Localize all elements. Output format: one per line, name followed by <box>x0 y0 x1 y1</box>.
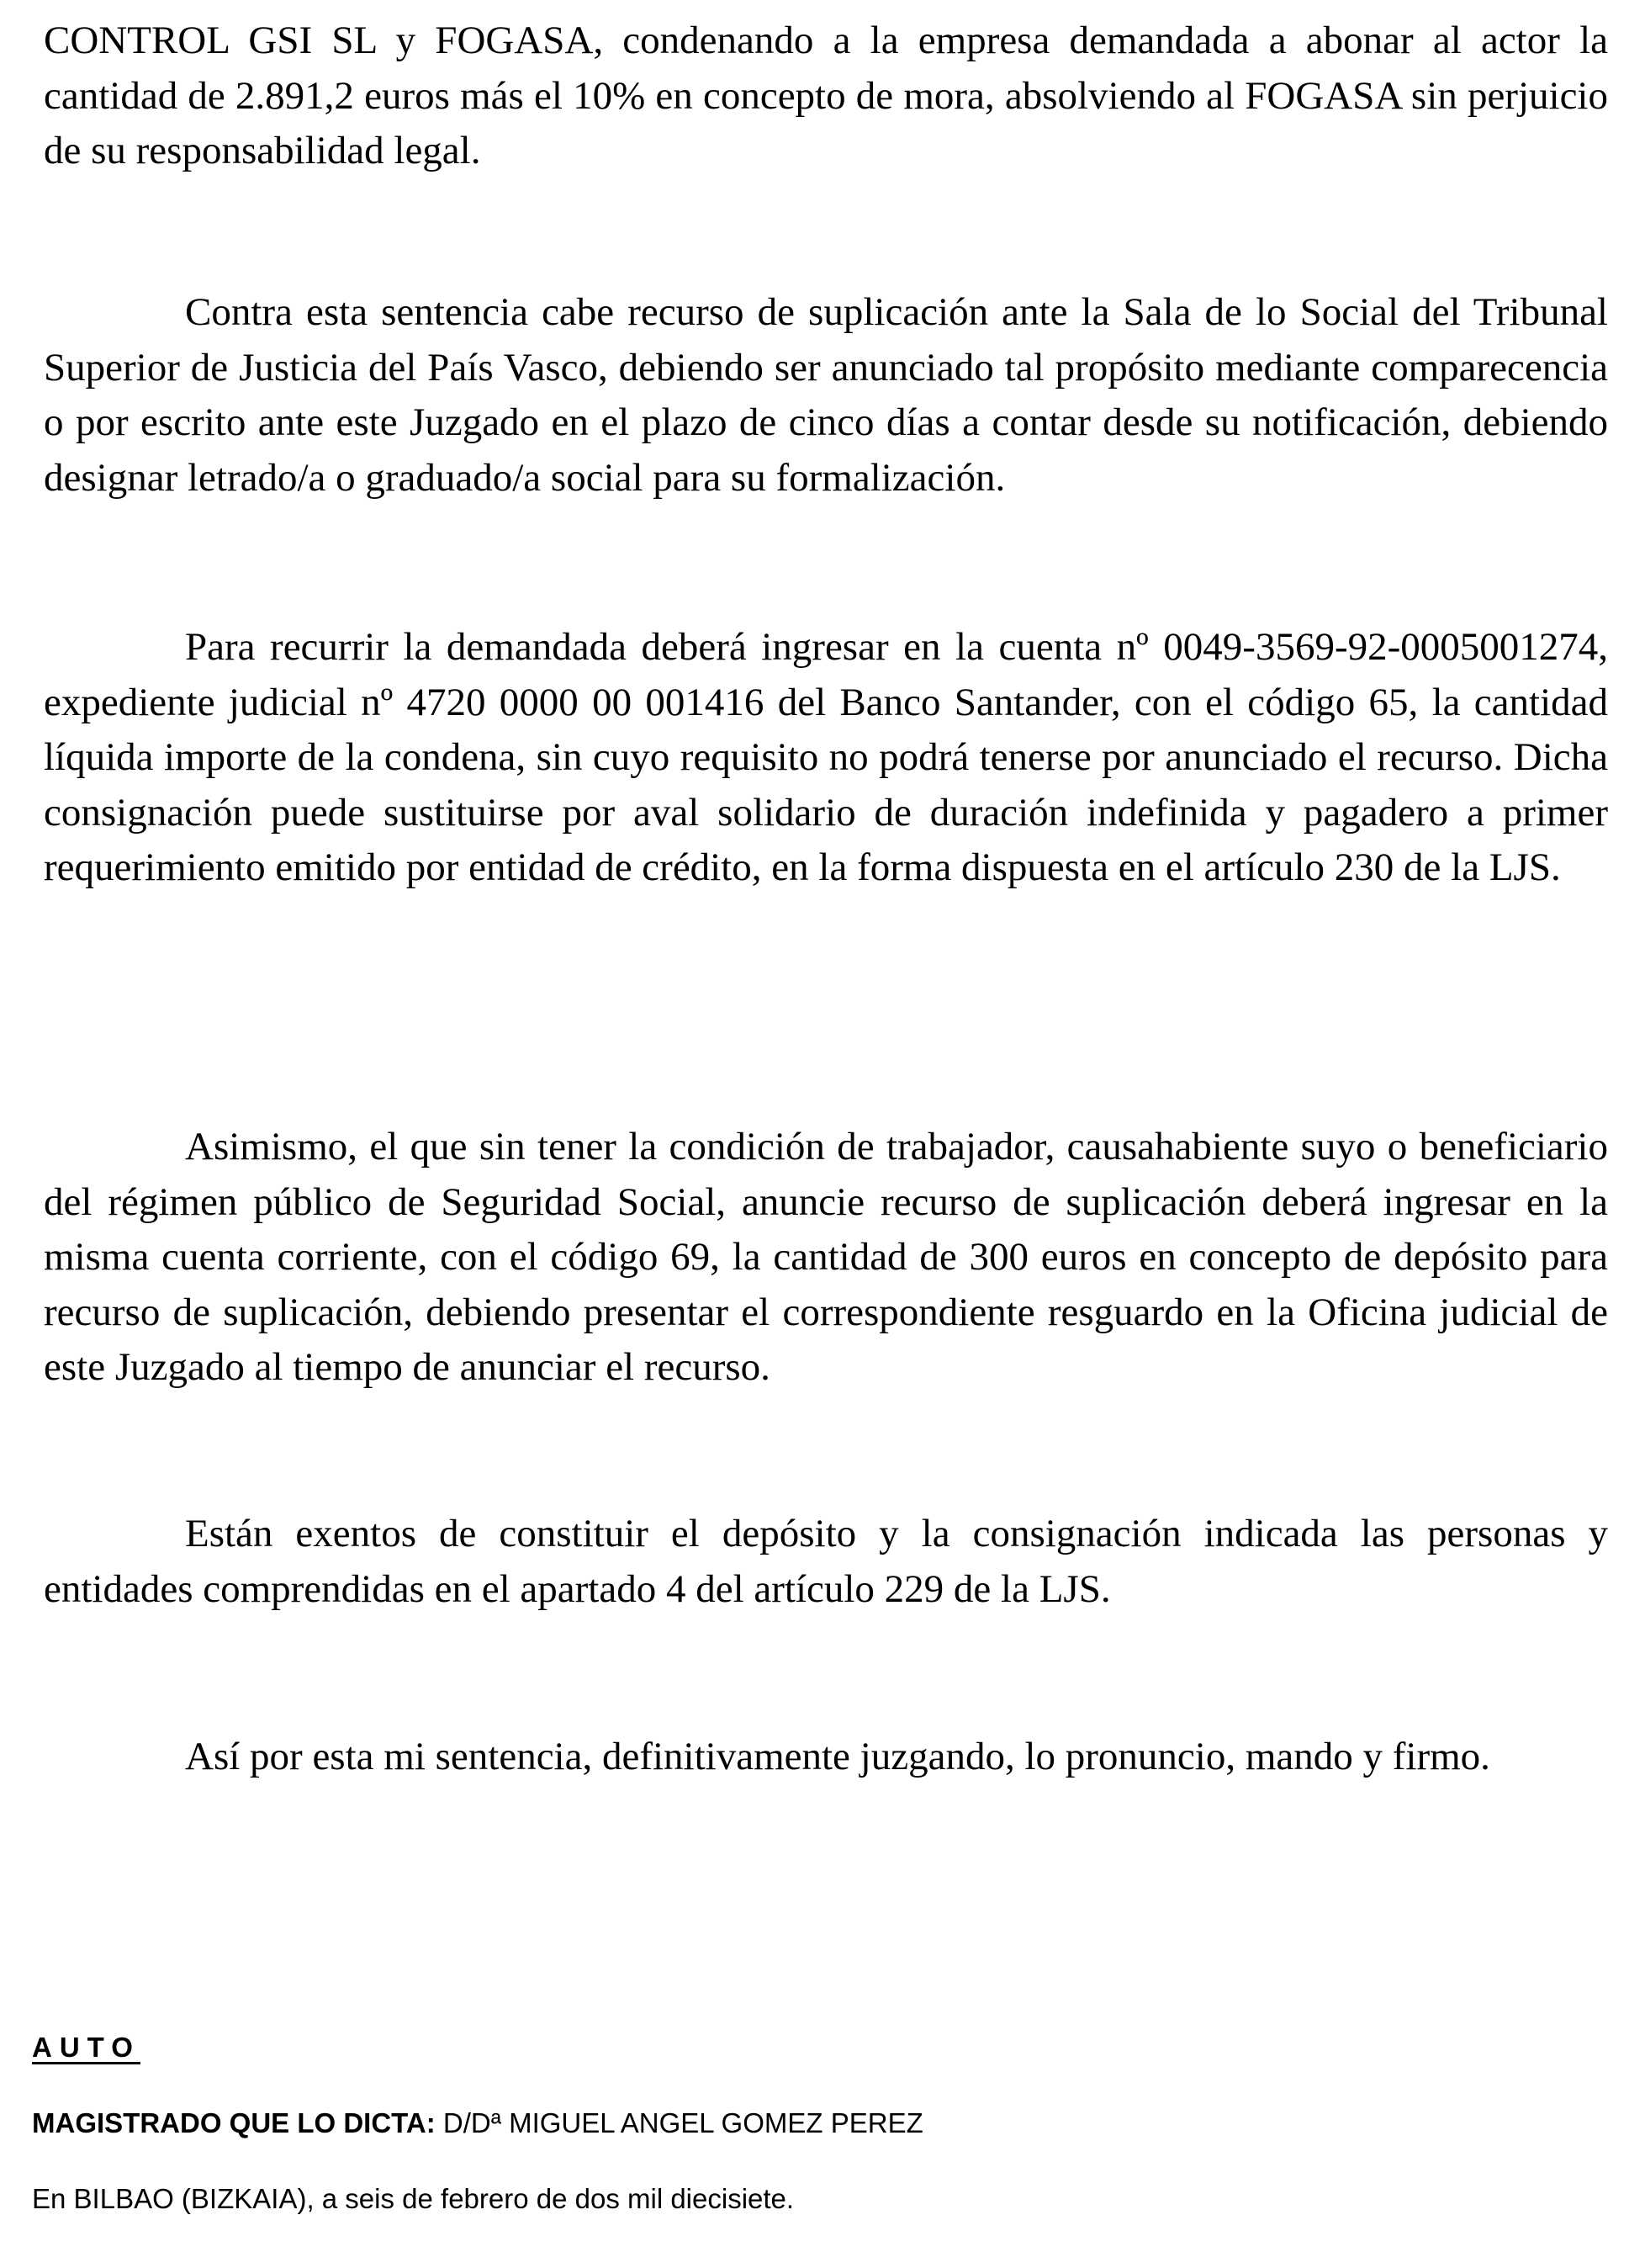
paragraph-exentos: Están exentos de constituir el depósito y la consignación indicada las personas y entidades comprendidas en el apartado 4 del artículo 229 de la LJS. <box>44 1512 1608 1611</box>
magistrado-line <box>32 2107 923 2139</box>
paragraph-deposito: Asimismo, el que sin tener la condición de trabajador, causahabiente suyo o beneficiario del régimen público de Seguridad Social, anuncie recurso de suplicación deberá ingresar en la misma cuenta corriente, con el código 69, la cantidad de 300 euros en concepto de depósito para recurso de suplicación, debiendo presentar el correspondiente resguardo en la Oficina judicial de este Juzgado al tiempo de anunciar el recurso. <box>44 1125 1608 1389</box>
paragraph-consignacion: Para recurrir la demandada deberá ingresar en la cuenta nº 0049-3569-92-0005001274, expediente judicial nº 4720 0000 00 001416 del Banco Santander, con el código 65, la cantidad líquida importe de la condena, sin cuyo requisito no podrá tenerse por anunciado el recurso. Dicha consignación puede sustituirse por aval solidario de duración indefinida y pagadero a primer requerimiento emitido por entidad de crédito, en la forma dispuesta en el artículo 230 de la LJS. <box>44 625 1608 889</box>
paragraph-condena: CONTROL GSI SL y FOGASA, condenando a la empresa demandada a abonar al actor la cantidad de 2.891,2 euros más el 10% en concepto de mora, absolviendo al FOGASA sin perjuicio de su responsabilidad legal. <box>44 19 1608 172</box>
magistrado-label: MAGISTRADO QUE LO DICTA: <box>32 2107 436 2138</box>
paragraph-recurso-suplicacion: Contra esta sentencia cabe recurso de suplicación ante la Sala de lo Social del Tribunal Superior de Justicia del País Vasco, debiendo ser anunciado tal propósito mediante comparecencia o por escrito ante este Juzgado en el plazo de cinco días a contar desde su notificación, debiendo designar letrado/a o graduado/a social para su formalización. <box>44 290 1608 500</box>
auto-heading: AUTO <box>32 2032 140 2063</box>
paragraph-fallo-firma: Así por esta mi sentencia, definitivamente juzgando, lo pronuncio, mando y firmo. <box>185 1735 1490 1778</box>
location-date-line: En BILBAO (BIZKAIA), a seis de febrero de dos mil diecisiete. <box>32 2183 795 2214</box>
magistrado-name: D/Dª MIGUEL ANGEL GOMEZ PEREZ <box>442 2107 923 2138</box>
